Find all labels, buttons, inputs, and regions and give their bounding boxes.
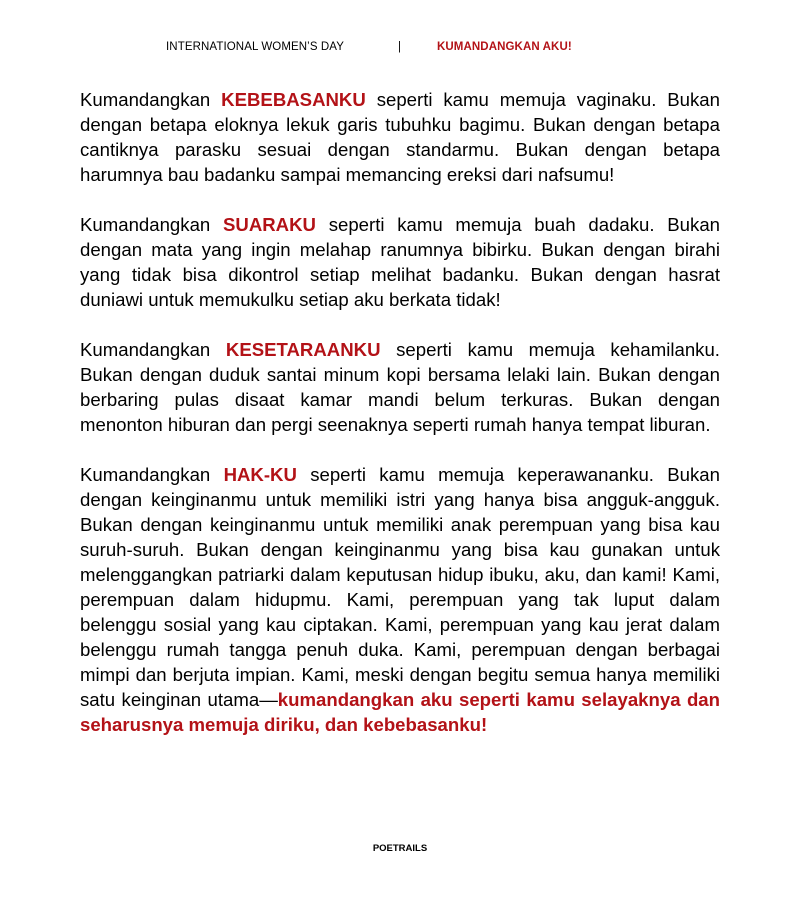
footer-brand: POETRAILS	[372, 843, 428, 854]
header-event-title: INTERNATIONAL WOMEN’S DAY	[166, 41, 344, 53]
stanza-keyword: HAK-KU	[223, 464, 297, 485]
stanza-2	[80, 212, 720, 312]
stanza-keyword: KEBEBASANKU	[221, 89, 366, 110]
header-separator: |	[398, 41, 402, 53]
stanza-lead: Kumandangkan	[80, 339, 226, 360]
header-poem-title: KUMANDANGKAN AKU!	[437, 41, 572, 53]
stanza-text: seperti kamu memuja vaginaku. Bukan dengan betapa eloknya lekuk garis tubuhku bagimu. Bukan dengan betapa cantiknya parasku sesuai dengan standarmu. Bukan dengan betapa harumnya bau badanku sampai memancing ereksi dari nafsumu!	[80, 89, 720, 185]
poem-body	[80, 87, 720, 762]
stanza-lead: Kumandangkan	[80, 464, 224, 485]
stanza-lead: Kumandangkan	[80, 214, 223, 235]
stanza-4	[80, 462, 720, 737]
stanza-lead: Kumandangkan	[80, 89, 222, 110]
stanza-keyword: SUARAKU	[223, 214, 316, 235]
stanza-text: seperti kamu memuja buah dadaku. Bukan dengan mata yang ingin melahap ranumnya bibirku. Bukan dengan birahi yang tidak bisa dikontrol setiap melihat badanku. Bukan dengan hasrat duniawi untuk memukulku setiap aku berkata tidak!	[80, 214, 720, 310]
stanza-3	[80, 337, 720, 437]
stanza-closing-line: kumandangkan aku seperti kamu selayaknya dan seharusnya memuja diriku, dan kebebasanku!	[80, 689, 720, 735]
stanza-text: seperti kamu memuja kehamilanku. Bukan dengan duduk santai minum kopi bersama lelaki lain. Bukan dengan berbaring pulas disaat kamar mandi belum terkuras. Bukan dengan menonton hiburan dan pergi seenaknya seperti rumah hanya tempat liburan.	[80, 339, 720, 435]
stanza-keyword: KESETARAANKU	[225, 339, 381, 360]
stanza-text: seperti kamu memuja keperawananku. Bukan dengan keinginanmu untuk memiliki istri yang hanya bisa angguk-angguk. Bukan dengan keinginanmu untuk memiliki anak perempuan yang bisa kau suruh-suruh. Bukan dengan keinginanmu yang bisa kau gunakan untuk melenggangkan patriarki dalam keputusan hidup ibuku, aku, dan kami! Kami, perempuan dalam hidupmu. Kami, perempuan yang tak luput dalam belenggu sosial yang kau ciptakan. Kami, perempuan yang kau jerat dalam belenggu rumah tangga penuh duka. Kami, perempuan dengan berbagai mimpi dan berjuta impian. Kami, meski dengan begitu semua hanya memiliki satu keinginan utama—	[80, 464, 720, 710]
stanza-1	[80, 87, 720, 187]
